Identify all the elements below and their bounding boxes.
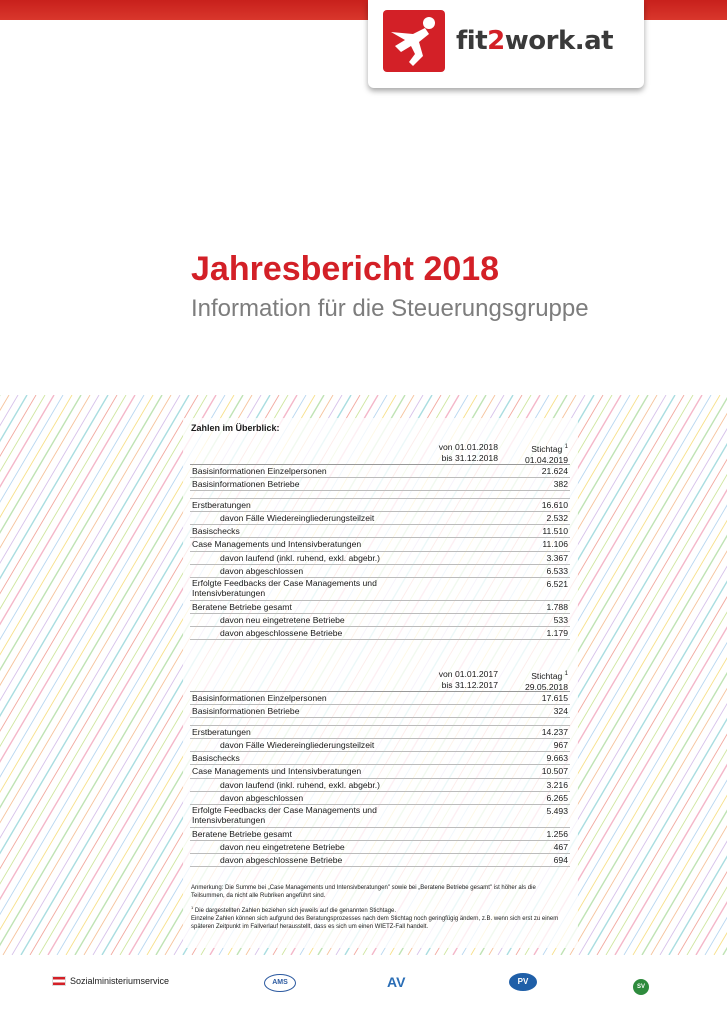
- row-label: Basischecks: [192, 526, 240, 537]
- row-value: 1.179: [546, 627, 568, 638]
- row-value: 6.533: [546, 565, 568, 576]
- table-row: [190, 478, 570, 491]
- report-subtitle: Information für die Steuerungsgruppe: [191, 295, 589, 322]
- stripe-line: [0, 395, 180, 955]
- row-label: davon Fälle Wiedereingliederungsteilzeit: [220, 513, 375, 524]
- table-row: [190, 726, 570, 739]
- row-label: davon abgeschlossen: [220, 565, 304, 576]
- table-header: [190, 440, 570, 465]
- stripe-line: [678, 395, 727, 955]
- table-row: [190, 705, 570, 718]
- row-label: davon neu eingetretene Betriebe: [220, 841, 345, 852]
- footnote-text: $^1$ Die dargestellten Zahlen beziehen sich jeweils auf die genannten Stichtage. Einzelne Zahlen können sich aufgrund des Beratungsprozesses nach dem Stichtag noch geringfügig ändern, z.B. wenn sich erst zu einem späteren Zeitpunkt im Fallverlauf herausstellt, dass es sich um einen WIETZ-Fall handelt.: [191, 905, 559, 930]
- row-value: 467: [553, 841, 568, 852]
- austria-flag-icon: [52, 976, 66, 986]
- remark-text: Anmerkung: Die Summe bei „Case Managements und Intensivberatungen" sowie bei „Beratene Betriebe gesamt" ist höher als die Teilsummen, da nicht alle Rubriken angeführt sind.: [191, 885, 536, 899]
- table-row: [190, 828, 570, 841]
- row-label: Case Managements und Intensivberatungen: [192, 766, 362, 777]
- row-value: 382: [553, 479, 568, 490]
- notes: [191, 884, 561, 935]
- row-value: 694: [553, 854, 568, 865]
- table-row: [190, 805, 570, 828]
- row-value: 11.510: [542, 526, 568, 537]
- row-value: 1.256: [546, 828, 568, 839]
- table-2017: [190, 667, 570, 867]
- table-row: [190, 792, 570, 805]
- overview-heading: Zahlen im Überblick:: [191, 423, 280, 433]
- table-row: [190, 525, 570, 538]
- stripe-line: [0, 395, 36, 955]
- table-row: [190, 552, 570, 565]
- row-value: 16.610: [541, 500, 568, 511]
- row-value: 967: [553, 740, 568, 751]
- table-2018: [190, 440, 570, 640]
- table-row: [190, 841, 570, 854]
- row-value: 6.265: [546, 792, 568, 803]
- period-header: von 01.01.2017 bis 31.12.2017: [438, 669, 498, 690]
- table-row: [190, 627, 570, 640]
- table-row: [190, 499, 570, 512]
- row-label: Erfolgte Feedbacks der Case Managements und Intensivberatungen: [192, 804, 377, 826]
- row-label: davon abgeschlossen: [220, 792, 304, 803]
- figure-logo-icon: [383, 10, 445, 72]
- row-spacer: [190, 491, 570, 499]
- row-label: Beratene Betriebe gesamt: [192, 601, 292, 612]
- table-row: [190, 578, 570, 601]
- table-row: [190, 601, 570, 614]
- row-value: 11.106: [542, 539, 568, 550]
- row-label: Basisinformationen Betriebe: [192, 479, 300, 490]
- table-row: [190, 614, 570, 627]
- fit2work-logo: [368, 0, 644, 88]
- row-label: Basisinformationen Einzelpersonen: [192, 466, 327, 476]
- row-label: davon neu eingetretene Betriebe: [220, 614, 345, 625]
- row-value: 3.216: [546, 779, 568, 790]
- sozialministeriumservice-logo: Sozialministeriumservice: [52, 976, 169, 986]
- table-row: [190, 779, 570, 792]
- table-row: [190, 765, 570, 778]
- row-label: Basischecks: [192, 753, 240, 764]
- av-logo: AV: [387, 974, 406, 990]
- table-row: [190, 512, 570, 525]
- row-label: davon abgeschlossene Betriebe: [220, 627, 343, 638]
- stripe-line: [0, 395, 144, 955]
- logo-wordmark: fit2work.at: [456, 26, 614, 56]
- pv-logo: PV: [509, 973, 537, 991]
- stripe-line: [570, 395, 727, 955]
- stripe-line: [0, 395, 54, 955]
- stripe-line: [0, 395, 126, 955]
- row-value: 3.367: [546, 552, 568, 563]
- stichtag-header: Stichtag $^1$ 29.05.2018: [524, 670, 568, 692]
- row-value: 10.507: [541, 766, 568, 777]
- stripe-line: [606, 395, 727, 955]
- row-value: 533: [553, 614, 568, 625]
- table-row: [190, 465, 570, 478]
- stripe-line: [624, 395, 727, 955]
- table-row: [190, 692, 570, 705]
- row-value: 14.237: [541, 727, 568, 738]
- table-row: [190, 538, 570, 551]
- stripe-line: [642, 395, 727, 955]
- row-value: 21.624: [541, 466, 568, 476]
- row-label: Erfolgte Feedbacks der Case Managements und Intensivberatungen: [192, 577, 377, 599]
- table-row: [190, 565, 570, 578]
- row-spacer: [190, 718, 570, 726]
- row-value: 1.788: [546, 601, 568, 612]
- row-label: Basisinformationen Betriebe: [192, 706, 300, 717]
- stichtag-header: Stichtag $^1$ 01.04.2019: [524, 443, 568, 465]
- ams-logo: AMS: [264, 974, 296, 992]
- row-label: Erstberatungen: [192, 727, 251, 738]
- row-value: 324: [553, 706, 568, 717]
- table-row: [190, 854, 570, 867]
- row-label: Beratene Betriebe gesamt: [192, 828, 292, 839]
- sv-logo: SV: [633, 979, 649, 995]
- table-row: [190, 739, 570, 752]
- row-label: Basisinformationen Einzelpersonen: [192, 693, 327, 703]
- row-label: davon laufend (inkl. ruhend, exkl. abgebr.): [220, 552, 381, 563]
- table-row: [190, 752, 570, 765]
- table-header: [190, 667, 570, 692]
- row-value: 6.521: [546, 578, 568, 589]
- report-title: Jahresbericht 2018: [191, 250, 500, 288]
- row-label: davon Fälle Wiedereingliederungsteilzeit: [220, 740, 375, 751]
- row-label: Case Managements und Intensivberatungen: [192, 539, 362, 550]
- row-value: 9.663: [546, 753, 568, 764]
- period-header: von 01.01.2018 bis 31.12.2018: [438, 442, 498, 463]
- row-label: Erstberatungen: [192, 500, 251, 511]
- row-label: davon abgeschlossene Betriebe: [220, 854, 343, 865]
- row-value: 2.532: [546, 513, 568, 524]
- row-value: 5.493: [546, 805, 568, 816]
- row-value: 17.615: [541, 693, 568, 703]
- row-label: davon laufend (inkl. ruhend, exkl. abgebr.): [220, 779, 381, 790]
